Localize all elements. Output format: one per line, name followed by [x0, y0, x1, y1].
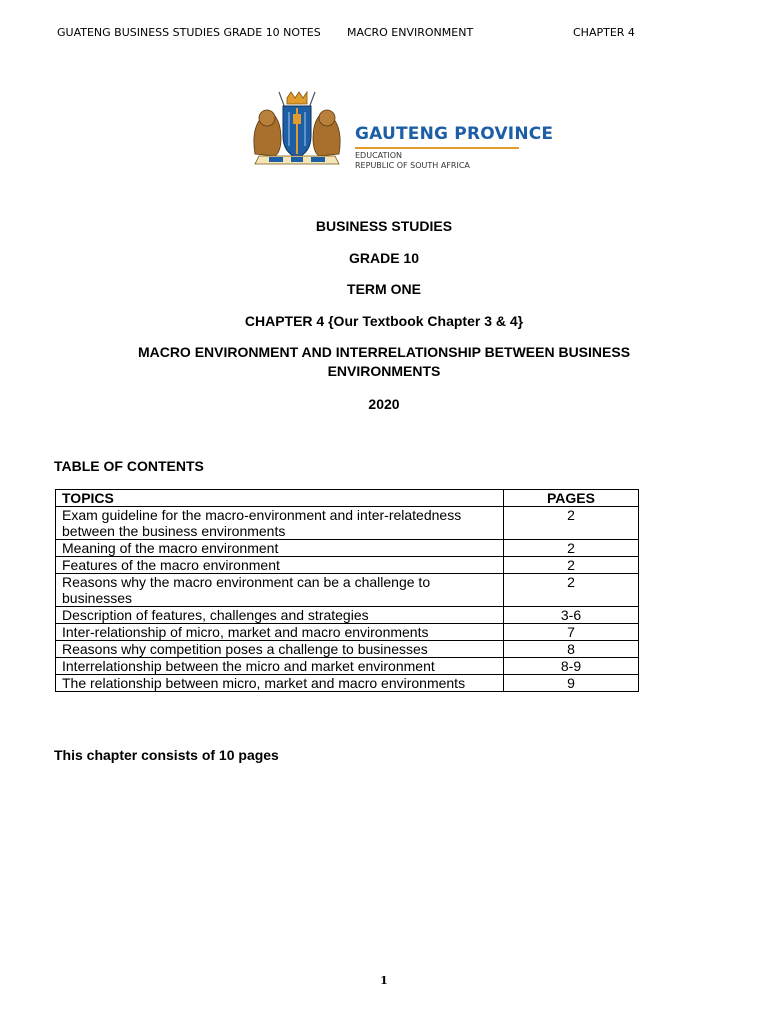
subject-title: BUSINESS STUDIES — [315, 218, 453, 234]
chapter-title: CHAPTER 4 {Our Textbook Chapter 3 & 4} — [244, 313, 524, 329]
toc-topic: Meaning of the macro environment — [56, 540, 504, 557]
table-row — [56, 658, 639, 675]
page-header — [57, 26, 657, 42]
header-middle: MACRO ENVIRONMENT — [347, 26, 474, 39]
toc-topic: Features of the macro environment — [56, 557, 504, 574]
toc-topic: Inter-relationship of micro, market and macro environments — [56, 624, 504, 641]
table-row — [56, 675, 639, 692]
toc-pages: 8-9 — [504, 658, 639, 675]
table-row — [56, 507, 639, 540]
col-pages-header: PAGES — [504, 490, 639, 507]
toc-topic: Interrelationship between the micro and market environment — [56, 658, 504, 675]
topic-title-line1: MACRO ENVIRONMENT AND INTERRELATIONSHIP BETWEEN BUSINESS — [137, 344, 631, 360]
table-row — [56, 624, 639, 641]
table-row — [56, 641, 639, 658]
logo-line1: EDUCATION — [355, 151, 403, 160]
toc-pages: 3-6 — [504, 607, 639, 624]
toc-heading: TABLE OF CONTENTS — [54, 458, 204, 474]
table-row — [56, 607, 639, 624]
toc-pages: 2 — [504, 574, 639, 607]
toc-pages: 2 — [504, 557, 639, 574]
table-row — [56, 557, 639, 574]
page-number: 1 — [380, 974, 388, 987]
logo-divider — [355, 147, 519, 149]
table-row — [56, 540, 639, 557]
toc-pages: 2 — [504, 540, 639, 557]
grade-title: GRADE 10 — [348, 250, 420, 266]
toc-topic: Description of features, challenges and strategies — [56, 607, 504, 624]
topic-title-line2: ENVIRONMENTS — [327, 363, 441, 379]
logo-line2: REPUBLIC OF SOUTH AFRICA — [355, 161, 470, 170]
table-row — [56, 574, 639, 607]
toc-header-row — [56, 490, 639, 507]
toc-pages: 8 — [504, 641, 639, 658]
toc-pages: 2 — [504, 507, 639, 540]
coat-of-arms-icon — [245, 90, 349, 170]
toc-pages: 7 — [504, 624, 639, 641]
toc-topic: The relationship between micro, market and macro environments — [56, 675, 504, 692]
toc-topic: Reasons why the macro environment can be a challenge to businesses — [56, 574, 504, 607]
toc-pages: 9 — [504, 675, 639, 692]
logo-text — [355, 124, 553, 171]
chapter-length-note: This chapter consists of 10 pages — [54, 747, 279, 763]
toc-table — [55, 489, 639, 692]
header-right: CHAPTER 4 — [573, 26, 635, 39]
header-left: GUATENG BUSINESS STUDIES GRADE 10 NOTES — [57, 26, 321, 39]
logo-title: GAUTENG PROVINCE — [355, 124, 554, 144]
toc-topic: Reasons why competition poses a challenge to businesses — [56, 641, 504, 658]
term-title: TERM ONE — [347, 281, 421, 297]
gauteng-logo — [245, 90, 554, 170]
toc-topic: Exam guideline for the macro-environment and inter-relatedness between the business environments — [56, 507, 504, 540]
col-topics-header: TOPICS — [56, 490, 504, 507]
year-title: 2020 — [368, 396, 400, 412]
